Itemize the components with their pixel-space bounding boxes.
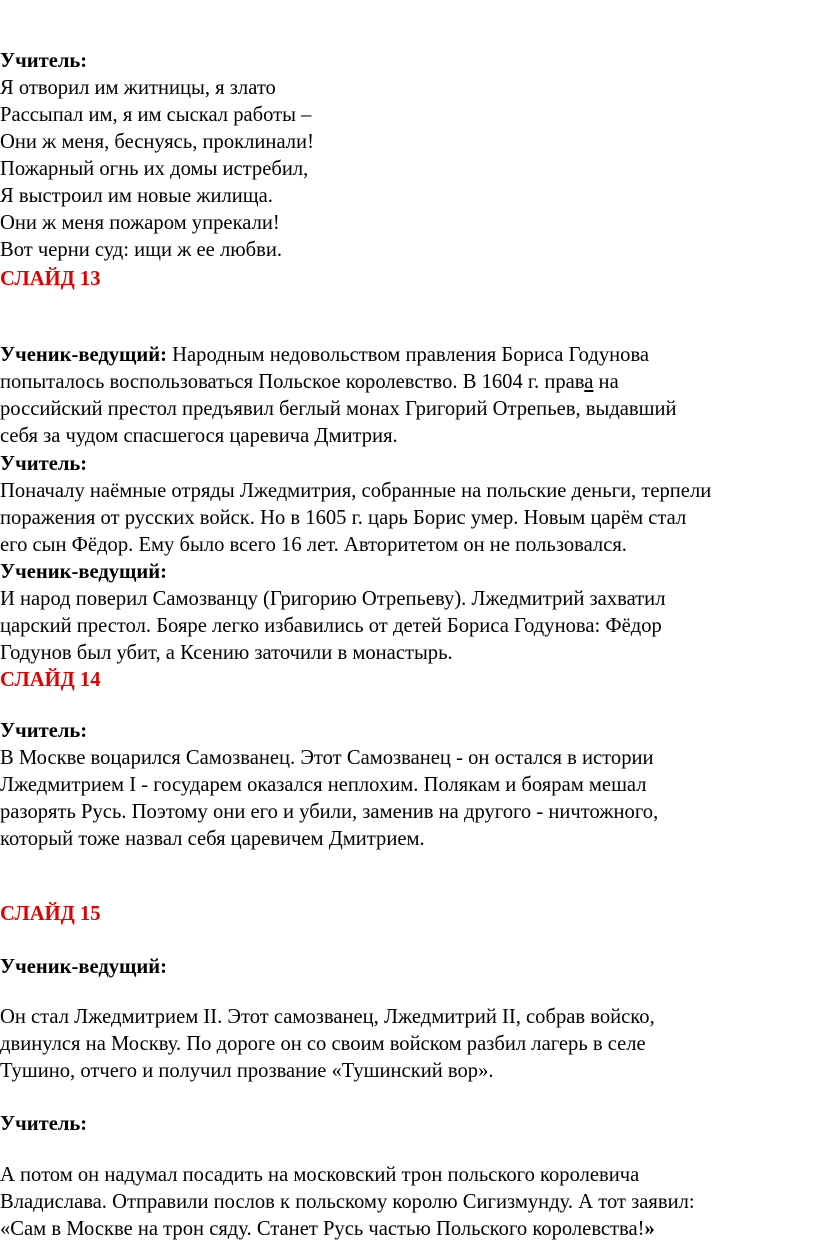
- slide-heading: СЛАЙД 14: [0, 669, 101, 691]
- paragraph-line: Поначалу наёмные отряды Лжедмитрия, собранные на польские деньги, терпели: [0, 480, 712, 502]
- underlined-letter: а: [584, 371, 594, 393]
- paragraph-text: Народным недовольством правления Бориса Годунова: [167, 344, 650, 366]
- paragraph-line: [0, 369, 619, 396]
- closing-quote: »: [644, 1218, 655, 1240]
- verse-line: Они ж меня пожаром упрекали!: [0, 212, 280, 234]
- paragraph-line: Годунов был убит, а Ксению заточили в монастырь.: [0, 642, 453, 664]
- paragraph-line: разорять Русь. Поэтому они его и убили, заменив на другого - ничтожного,: [0, 801, 659, 823]
- speaker-label: Учитель:: [0, 453, 88, 475]
- speaker-label: Учитель:: [0, 720, 88, 742]
- paragraph-line: И народ поверил Самозванцу (Григорию Отрепьеву). Лжедмитрий захватил: [0, 588, 666, 610]
- paragraph-line: [0, 1216, 655, 1243]
- paragraph-line: царский престол. Бояре легко избавились от детей Бориса Годунова: Фёдор: [0, 615, 662, 637]
- paragraph-line: Тушино, отчего и получил прозвание «Тушинский вор».: [0, 1060, 494, 1082]
- paragraph-line: его сын Фёдор. Ему было всего 16 лет. Авторитетом он не пользовался.: [0, 534, 627, 556]
- speaker-label: Учитель:: [0, 1113, 88, 1135]
- slide-heading: СЛАЙД 13: [0, 268, 101, 290]
- verse-line: Вот черни суд: ищи ж ее любви.: [0, 239, 282, 261]
- paragraph-line: А потом он надумал посадить на московский трон польского королевича: [0, 1164, 640, 1186]
- paragraph-text: на: [593, 371, 619, 393]
- paragraph-line: который тоже назвал себя царевичем Дмитрием.: [0, 828, 425, 850]
- paragraph-line: [0, 342, 649, 369]
- verse-line: Они ж меня, беснуясь, проклинали!: [0, 131, 314, 153]
- paragraph-line: Владислава. Отправили послов к польскому королю Сигизмунду. А тот заявил:: [0, 1191, 695, 1213]
- speaker-label: Ученик-ведущий:: [0, 344, 168, 366]
- paragraph-line: российский престол предъявил беглый монах Григорий Отрепьев, выдавший: [0, 398, 677, 420]
- speaker-label: Ученик-ведущий:: [0, 956, 168, 978]
- paragraph-text: «Сам в Москве на трон сяду. Станет Русь частью Польского королевства!: [0, 1218, 645, 1240]
- paragraph-text: попыталось воспользоваться Польское королевство. В 1604 г. прав: [0, 371, 585, 393]
- paragraph-line: себя за чудом спасшегося царевича Дмитрия.: [0, 425, 398, 447]
- paragraph-line: В Москве воцарился Самозванец. Этот Самозванец - он остался в истории: [0, 747, 654, 769]
- slide-heading: СЛАЙД 15: [0, 903, 101, 925]
- paragraph-line: Лжедмитрием I - государем оказался неплохим. Полякам и боярам мешал: [0, 774, 647, 796]
- verse-line: Я выстроил им новые жилища.: [0, 185, 273, 207]
- paragraph-line: двинулся на Москву. По дороге он со своим войском разбил лагерь в селе: [0, 1033, 646, 1055]
- verse-line: Я отворил им житницы, я злато: [0, 77, 276, 99]
- verse-line: Пожарный огнь их домы истребил,: [0, 158, 309, 180]
- speaker-label: Учитель:: [0, 50, 88, 72]
- speaker-label: Ученик-ведущий:: [0, 561, 168, 583]
- paragraph-line: поражения от русских войск. Но в 1605 г. царь Борис умер. Новым царём стал: [0, 507, 687, 529]
- paragraph-line: Он стал Лжедмитрием II. Этот самозванец, Лжедмитрий II, собрав войско,: [0, 1006, 655, 1028]
- verse-line: Рассыпал им, я им сыскал работы –: [0, 104, 312, 126]
